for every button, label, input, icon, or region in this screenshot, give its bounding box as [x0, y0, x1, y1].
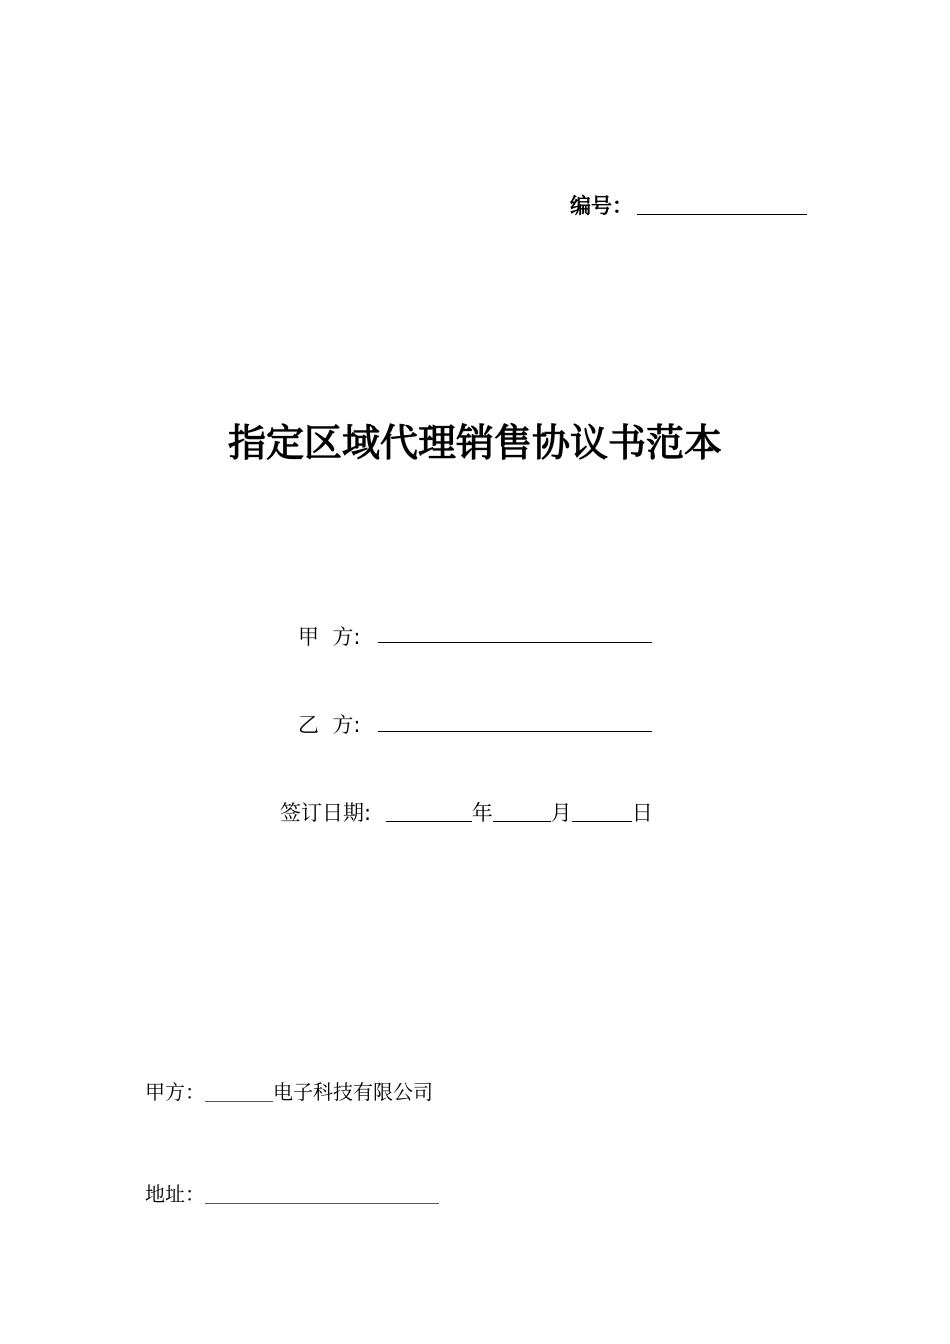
document-title: 指定区域代理销售协议书范本 [227, 421, 722, 465]
month-label: 月 [550, 801, 572, 825]
sign-date-row [280, 797, 653, 827]
party-a-name-field[interactable] [205, 1083, 273, 1102]
cover-party-a-field[interactable] [378, 642, 652, 643]
cover-party-b [298, 709, 370, 739]
cover-party-b-field[interactable] [378, 731, 652, 732]
party-a-info [145, 1076, 433, 1105]
day-label: 日 [631, 801, 653, 825]
sign-date-label: 签订日期: [280, 801, 372, 825]
document-number-label: 编号： [570, 194, 633, 218]
party-a-company: 电子科技有限公司 [273, 1080, 433, 1104]
address-info [145, 1178, 439, 1207]
sign-month-field[interactable] [493, 803, 551, 822]
party-a-info-label: 甲方： [145, 1080, 205, 1104]
cover-party-a [298, 621, 370, 651]
document-number-field[interactable] [637, 214, 807, 215]
address-label: 地址： [145, 1182, 205, 1206]
cover-party-a-label: 甲 方: [298, 625, 361, 649]
cover-party-b-label: 乙 方: [298, 713, 361, 737]
address-field[interactable] [205, 1185, 439, 1204]
year-label: 年 [471, 801, 493, 825]
sign-year-field[interactable] [386, 803, 472, 822]
sign-day-field[interactable] [572, 803, 632, 822]
